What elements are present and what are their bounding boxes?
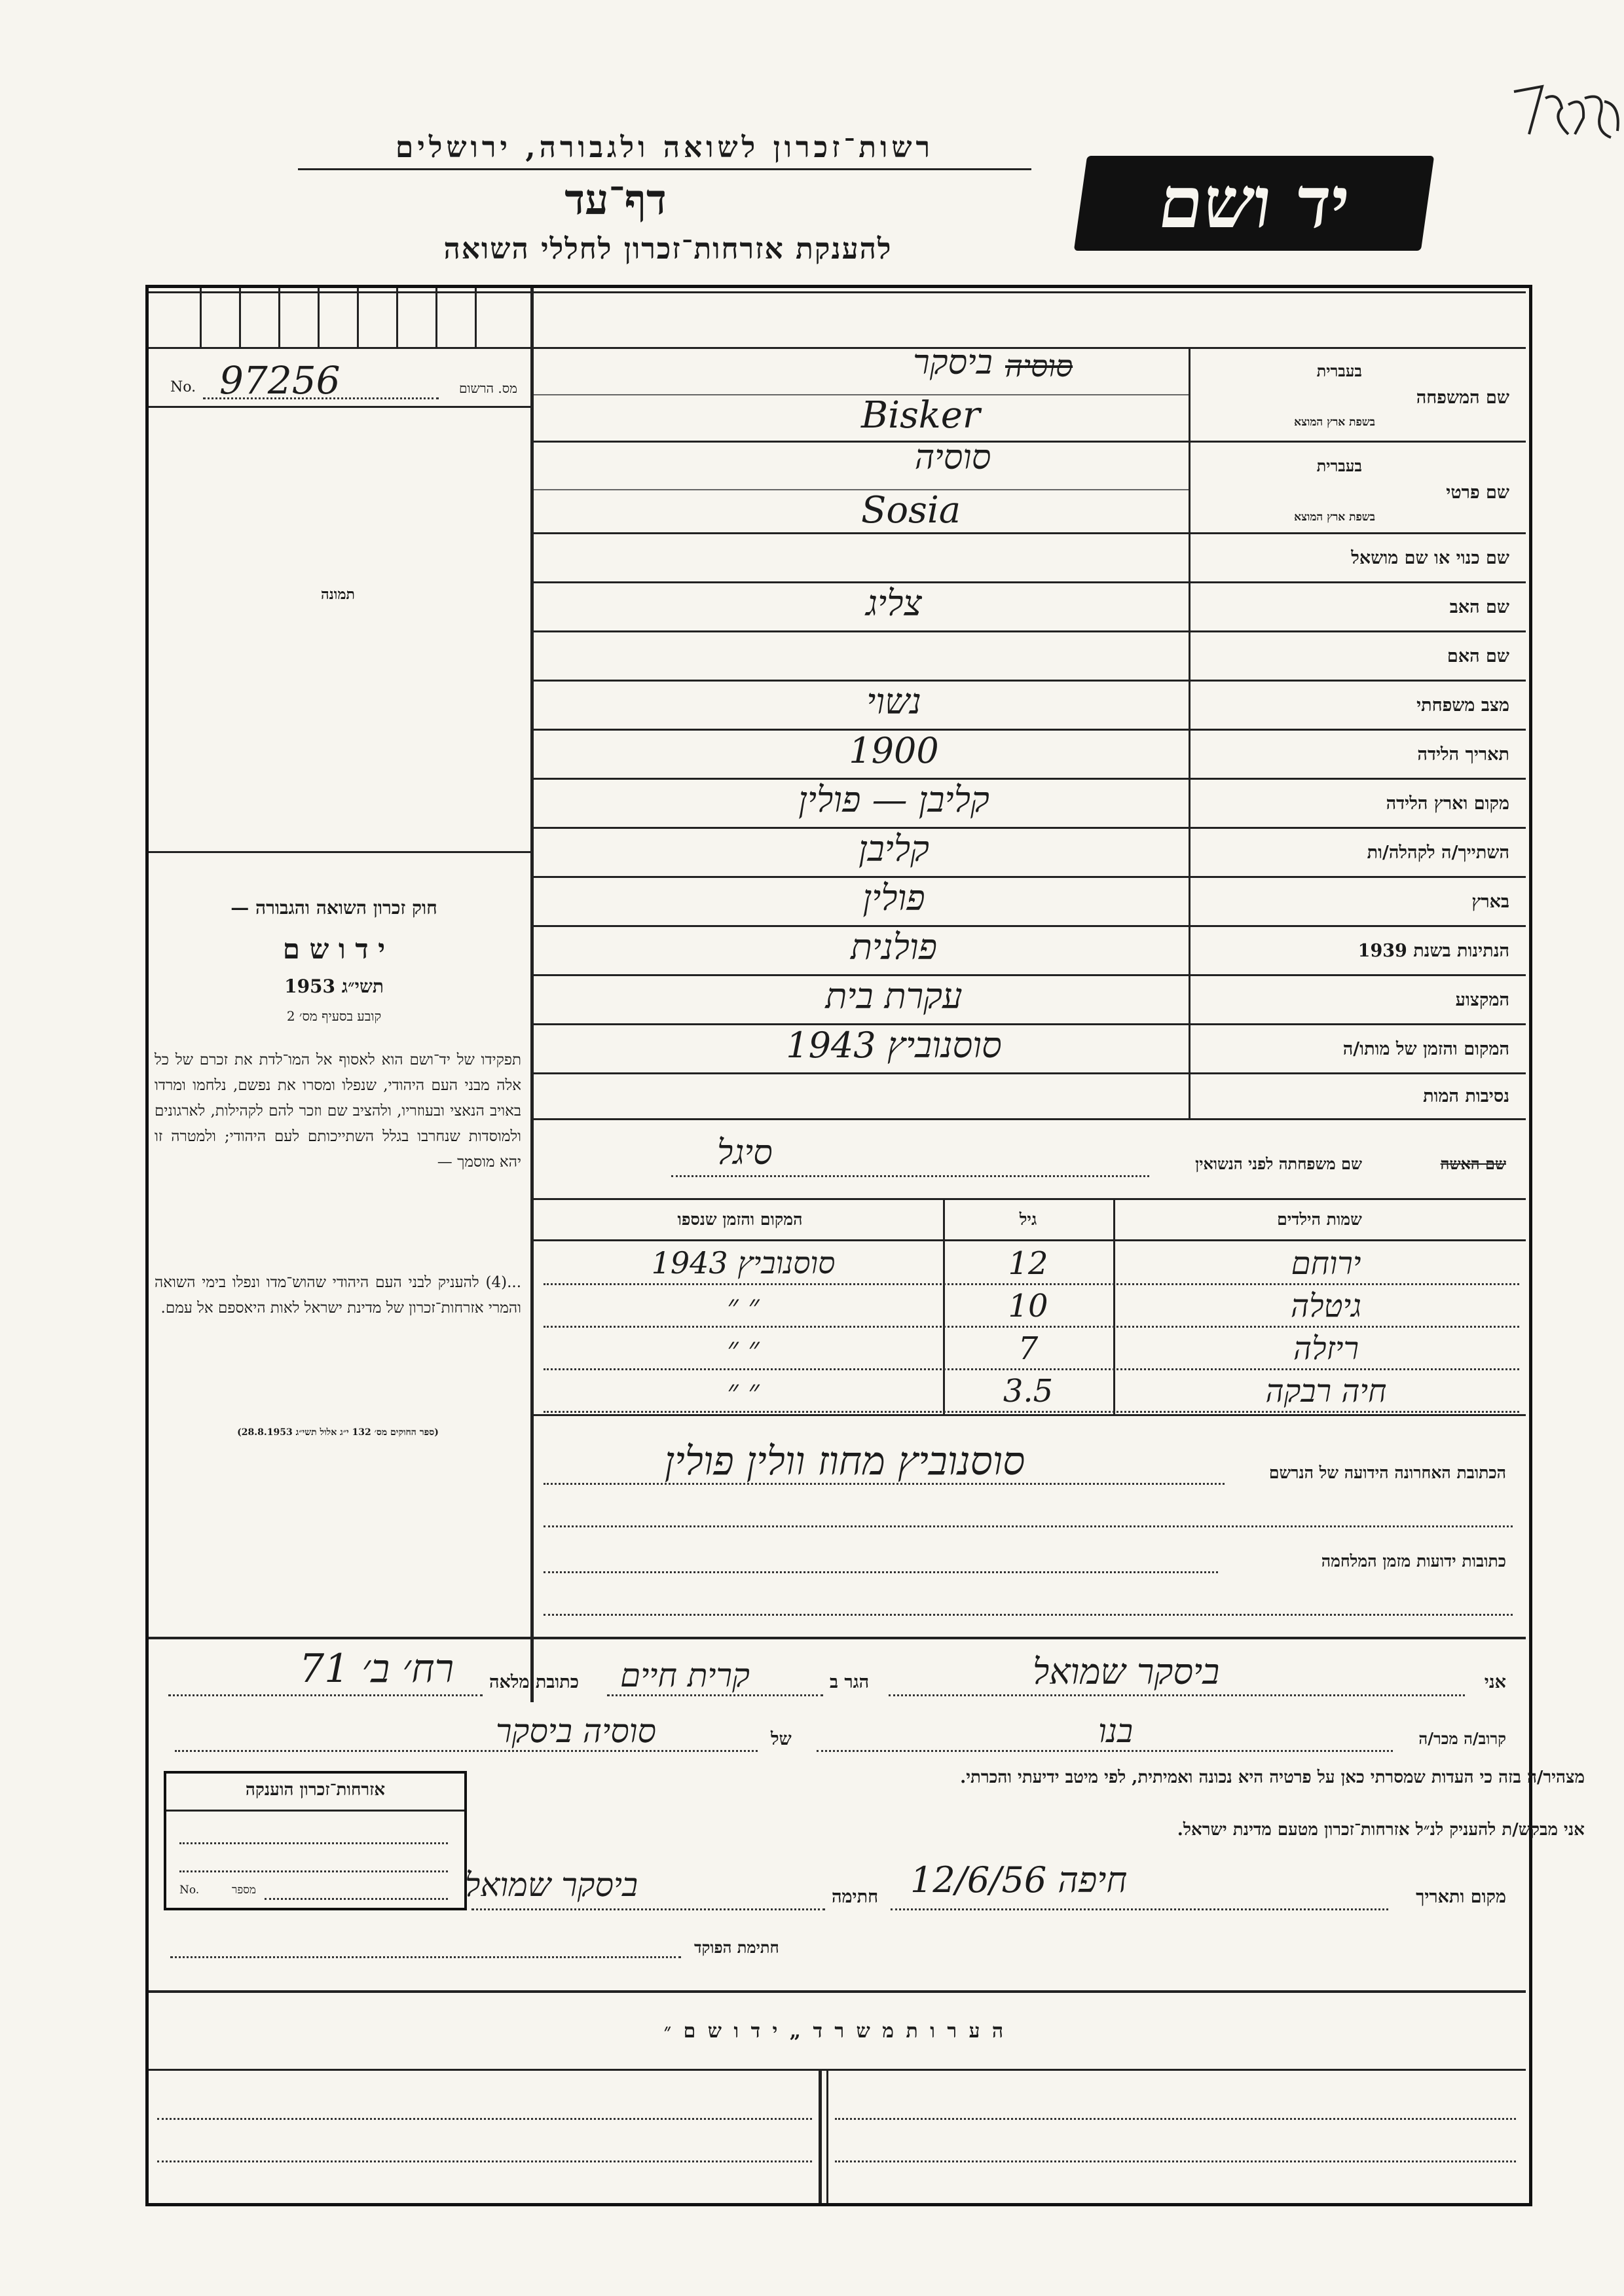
child-age: 10 (1008, 1288, 1048, 1324)
field-label-nickname: שם כנוי או שם מושאל (1351, 547, 1509, 568)
field-row-community (534, 828, 1526, 877)
field-label-marital-status: מצב משפחתי (1416, 695, 1509, 716)
field-sub-hebrew-family-name: בעברית (1316, 361, 1362, 380)
field-row-nickname (534, 534, 1526, 583)
yad-vashem-logo: יד ושם (1074, 156, 1434, 251)
office-remarks-label: ה ע ר ו ת מ ש ר ד „ י ד ו ש ם ״ (663, 2020, 1006, 2043)
request-text: אני מבקש/ת להעניק לנ״ל אזרחות־זכרון מטעם מדינת ישראל. (1177, 1820, 1585, 1840)
field-label-death-place-time: המקום והזמן של מותו/ה (1342, 1038, 1509, 1059)
field-label-citizenship-1939: הנתינות בשנת 1939 (1357, 940, 1509, 961)
field-value-country: פולין (862, 877, 925, 919)
field-struck-family-name: סוסיה (1005, 348, 1073, 384)
field-value-latin-family-name: Bisker (861, 394, 980, 437)
field-label-first-name: שם פרטי (1446, 483, 1509, 503)
maiden-name-row (534, 1133, 1526, 1182)
child-age: 7 (1018, 1330, 1039, 1367)
field-row-family-name (534, 343, 1526, 442)
memorial-citizenship-box (164, 1771, 467, 1910)
child-age: 12 (1008, 1245, 1048, 1282)
field-label-profession: המקצוע (1455, 989, 1509, 1010)
of-name: סוסיה ביסקר (496, 1712, 656, 1750)
child-name: ריזלה (1293, 1330, 1359, 1367)
war-address-row (534, 1532, 1526, 1611)
i-label: אני (1484, 1672, 1506, 1692)
field-value-profession: עקרת בית (825, 975, 963, 1017)
field-row-death-place-time (534, 1025, 1526, 1074)
last-address-label: הכתובת האחרונה הידועה של הנרשם (1268, 1463, 1506, 1482)
signature-label: חתימה (832, 1887, 879, 1907)
child-place: ״ ״ (727, 1330, 760, 1366)
field-row-country (534, 877, 1526, 926)
war-address-label: כתובות ידועות מזמן המלחמה (1321, 1552, 1506, 1571)
field-value-marital-status: נשוי (866, 680, 921, 722)
of-label: של (771, 1729, 792, 1749)
place-date-value: חיפה 12/6/56 (910, 1859, 1128, 1901)
field-value-birth-date: 1900 (849, 729, 939, 771)
child-age: 3.5 (1003, 1373, 1054, 1410)
field-label-birth-date: תאריך הלידה (1417, 744, 1509, 765)
resides-label: הגר ב (830, 1672, 870, 1692)
children-header-names: שמות הילדים (1277, 1210, 1362, 1229)
field-label-community: השתייך/ה לקהלה/ות (1367, 842, 1509, 863)
declarant-name: ביסקר שמואל (1033, 1651, 1220, 1692)
address-label: כתובת מלאה (489, 1672, 579, 1692)
child-name: ירוחם (1291, 1245, 1361, 1282)
child-row (534, 1244, 1526, 1286)
registration-number (157, 358, 524, 403)
field-row-birth-place (534, 779, 1526, 828)
child-name: חיה רבקה (1265, 1373, 1387, 1410)
field-label-country: בארץ (1471, 891, 1509, 912)
officer-label: חתימת הפוקד (694, 1938, 779, 1957)
maiden-value: סיגל (717, 1133, 773, 1173)
children-header-age: גיל (1019, 1210, 1037, 1229)
field-value-birth-place: קליבן — פולין (798, 778, 989, 820)
field-row-first-name (534, 438, 1526, 534)
field-row-death-circumstances (534, 1074, 1526, 1120)
child-place: ״ ״ (727, 1373, 760, 1408)
authority-title: רשות־זכרון לשואה ולגבורה, ירושלים (298, 131, 1031, 170)
law-clause: קובע בסעיף מס׳ 2 (286, 1008, 382, 1024)
child-place: ״ ״ (727, 1288, 760, 1323)
field-sub-origin-first-name: בשפת ארץ המוצא (1294, 511, 1375, 524)
field-value-family-name: ביסקר (913, 343, 993, 382)
reg-no-value: 97256 (219, 358, 341, 403)
photo-label: תמונה (321, 586, 355, 603)
maiden-label: שם משפחתה לפני הנשואין (1195, 1154, 1362, 1173)
child-place: סוסנוביץ 1943 (651, 1245, 836, 1281)
form-subtitle: להענקת אזרחות־זכרון לחללי השואה (443, 232, 893, 266)
field-label-birth-place: מקום וארץ הלידה (1386, 793, 1509, 814)
child-row (534, 1372, 1526, 1414)
law-year: תשי״ג 1953 (284, 975, 384, 997)
child-row (534, 1329, 1526, 1372)
relation-value: בנו (1098, 1712, 1134, 1750)
law-name: י ד ו ש ם (282, 933, 386, 965)
field-label-mother-name: שם האם (1447, 646, 1509, 666)
field-value-first-name: סוסיה (914, 438, 991, 477)
field-row-mother-name (534, 632, 1526, 681)
memorial-no-label: מספר (232, 1884, 257, 1897)
field-row-father-name (534, 583, 1526, 632)
declarant-address: רח׳ ב׳ 71 (299, 1646, 454, 1692)
declarant-line-2 (149, 1705, 1526, 1758)
field-sub-origin-family-name: בשפת ארץ המוצא (1294, 416, 1375, 429)
memorial-box-title: אזרחות־זכרון הוענקה (245, 1780, 386, 1800)
signature-line (458, 1846, 1526, 1925)
corner-stamp (1506, 72, 1624, 151)
field-row-profession (534, 975, 1526, 1025)
field-value-latin-first-name: Sosia (861, 489, 961, 532)
last-address-value: סוסנוביץ מחוז וולין פולין (664, 1438, 1025, 1484)
reg-no-label: מס. הרשום (458, 380, 517, 396)
children-header-place: המקום והזמן שנספו (677, 1210, 803, 1229)
declarant-line-1 (149, 1643, 1526, 1702)
officer-signature-line (164, 1931, 884, 1971)
law-title: חוק זכרון השואה והגבורה — (231, 897, 437, 919)
child-row (534, 1286, 1526, 1329)
reg-no-prefix: No. (170, 379, 196, 395)
field-value-community: קליבן (858, 828, 930, 869)
field-value-father-name: צליג (866, 582, 922, 624)
form-title: דף־עד (564, 175, 667, 225)
field-label-death-circumstances: נסיבות המות (1423, 1086, 1509, 1106)
law-text: תפקידו של יד־ושם הוא לאסוף אל המו־לדת את זכרם של כל אלה מבני העם היהודי, שנפלו ומסרו את נפשם, נלחמו ומרדו באויב הנאצי ובעוזריו, ולהציב שם וזכר להם לקהילות, לארגונים ולמוסדות שנחרבו בגלל השתייכותם לעם היהודי; ולמטרה זו יהא מוסמך — (155, 1051, 521, 1171)
declaration-text: מצהיר/ה בזה כי העדות שמסרתי כאן על פרטיה היא נכונה ואמיתית, לפי מיטב ידיעתי והכרתי. (960, 1768, 1585, 1787)
relation-label: קרוב/ה מכר/ה (1418, 1729, 1506, 1748)
child-name: גיטלה (1291, 1288, 1361, 1324)
place-date-label: מקום ותאריך (1416, 1887, 1506, 1907)
field-value-death-place-time: סוסנוביץ 1943 (786, 1024, 1002, 1066)
maiden-struck: שם האשה (1440, 1154, 1506, 1173)
field-label-family-name: שם המשפחה (1416, 388, 1509, 408)
field-row-marital-status (534, 681, 1526, 730)
memorial-no-prefix: No. (179, 1884, 200, 1897)
declarant-city: קרית חיים (620, 1656, 750, 1694)
field-value-citizenship-1939: פולנית (850, 926, 938, 968)
field-row-citizenship-1939 (534, 926, 1526, 975)
field-row-birth-date (534, 730, 1526, 779)
signature-value: ביסקר שמואל (465, 1866, 638, 1904)
field-label-father-name: שם האב (1449, 596, 1509, 617)
law-text-clause-4: ...(4) להעניק לבני העם היהודי שהוש־מדו ונפלו בימי השואה והמרי אזרחות־זכרון של מדינת ישראל לאות היאספם אל עמם. (155, 1274, 521, 1317)
law-source: (ספר החוקים מס׳ 132 י״ג אלול תשי״ג 28.8.1953) (237, 1427, 439, 1438)
last-address-row (534, 1417, 1526, 1503)
field-sub-hebrew-first-name: בעברית (1316, 456, 1362, 475)
